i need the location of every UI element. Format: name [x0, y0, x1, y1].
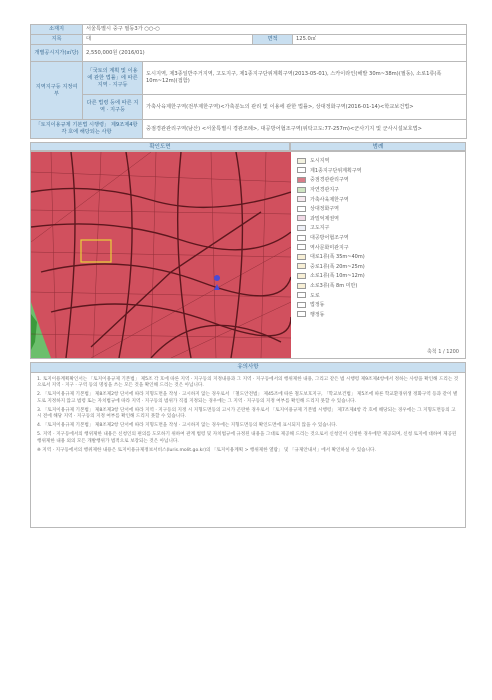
legend-item — [297, 194, 459, 204]
legend-item — [297, 252, 459, 262]
area-label: 면적 — [253, 35, 293, 45]
legend-label: 법정동 — [310, 302, 325, 309]
legend-label: 과밀억제권역 — [310, 215, 339, 222]
decree-label: 「토지이용규제 기본법 시행령」 제9조제4항 각 호에 해당되는 사항 — [31, 120, 143, 139]
land-price-label: 개별공시지가(㎡당) — [31, 45, 83, 62]
legend-item — [297, 300, 459, 310]
legend-item — [297, 185, 459, 195]
legend-swatch — [297, 196, 306, 202]
legend-title: 범례 — [290, 142, 466, 151]
land-info-table — [30, 24, 467, 139]
legend-label: 상대정화구역 — [310, 206, 339, 213]
legend-swatch — [297, 283, 306, 289]
legend-item — [297, 214, 459, 224]
legend-swatch — [297, 177, 306, 183]
legend-list — [297, 156, 459, 319]
location-label: 소재지 — [31, 25, 83, 35]
legend-item — [297, 310, 459, 320]
note-paragraph: 2. 「토지이용규제 기본법」 제8조제2항 단서에 따라 지형도면을 작성 · 고시하지 않는 경우로서 「철도안전법」 제45조에 따른 철도보호지구, 「학교보건법」 제5조에 따른 학교환경위생 정화구역 등과 같이 별도로 지정하지 않고 법령 또는 자치법규에 따라 지역 · 지구등의 범위가 직접 지정되는 경우에는 그 지역 · 지구등의 지정 여부를 확인해 드리지 못할 수 있습니다. — [37, 392, 458, 404]
area-value: 125.0㎡ — [293, 35, 467, 45]
cadastral-map[interactable] — [31, 152, 291, 358]
legend-swatch — [297, 158, 306, 164]
decree-value: 중점경관관리구역(남산) <서울특별시 경관조례>, 대공방어협조구역(위탁고도:77-257m)<군사기지 및 군사시설보호법> — [143, 120, 467, 139]
map-graphic — [31, 152, 291, 358]
map-title: 확인도면 — [30, 142, 290, 151]
legend-swatch — [297, 225, 306, 231]
legend-label: 행정동 — [310, 311, 325, 318]
legend-swatch — [297, 254, 306, 260]
legend-item — [297, 271, 459, 281]
legend-item — [297, 223, 459, 233]
legend-item — [297, 262, 459, 272]
legend-swatch — [297, 206, 306, 212]
legend-label: 자연경관지구 — [310, 187, 339, 194]
legend-swatch — [297, 263, 306, 269]
zoning-sub1-value: 도시지역, 제3종일반주거지역, 고도지구, 제1종지구단위계획구역(2013-05-01), 스카이라인(해발 30m~38m)(필동), 소로1류(폭 10m~12m)(접함) — [143, 62, 467, 95]
legend-item — [297, 156, 459, 166]
zoning-sub1-label: 「국토의 계획 및 이용에 관한 법률」에 따른 지역 · 지구등 — [83, 62, 143, 95]
legend-swatch — [297, 167, 306, 173]
map-scale: 축척 1 / 1200 — [426, 349, 459, 355]
land-category-label: 지목 — [31, 35, 83, 45]
note-paragraph: 1. 토지이용계획확인서는 「토지이용규제 기본법」 제5조 각 호에 따른 지역 · 지구등의 지정내용과 그 지역 · 지구등에서의 행위제한 내용, 그리고 같은 법 시행령 제9조제4항에서 정하는 사항을 확인해 드리는 것으로서 지역 · 지구 · 구역 등의 명칭을 쓰는 모든 것을 확인해 드리는 것은 아닙니다. — [37, 377, 459, 389]
legend-label: 대로1류(폭 35m~40m) — [310, 254, 365, 261]
legend-label: 제1종지구단위계획구역 — [310, 167, 362, 174]
zoning-label: 지역지구등 지정여부 — [31, 62, 83, 120]
zoning-sub2-value: 가축사육제한구역(전부제한구역)<가축분뇨의 관리 및 이용에 관한 법률>, 상대정화구역(2016-01-14)<학교보건법> — [143, 95, 467, 120]
location-value: 서울특별시 중구 필동3가 ○○-○ — [83, 25, 467, 35]
legend-item — [297, 281, 459, 291]
legend-item — [297, 175, 459, 185]
map-row — [30, 151, 466, 359]
legend-item — [297, 204, 459, 214]
legend-swatch — [297, 215, 306, 221]
legend-label: 소로1류(폭 10m~12m) — [310, 273, 365, 280]
map-section-header — [30, 142, 466, 151]
legend-swatch — [297, 244, 306, 250]
legend-item — [297, 242, 459, 252]
legend-swatch — [297, 273, 306, 279]
legend-swatch — [297, 292, 306, 298]
note-paragraph: 3. 「토지이용규제 기본법」 제8조제3항 단서에 따라 지역 · 지구등의 지정 시 지형도면등의 고시가 곤란한 경우로서 「토지이용규제 기본법 시행령」 제7조제4항 각 호에 해당되는 경우에는 그 지형도면등의 고시 전에 해당 지역 · 지구등의 지정 여부를 확인해 드리지 못할 수 있습니다. — [37, 407, 456, 420]
note-paragraph: 5. 지역 · 지구등에서의 행위제한 내용은 신청인의 편의를 도모하기 위하여 관계 법령 및 자치법규에 규정된 내용을 그대로 제공해 드리는 것으로서 신청인이 신청한 경우에만 제공되며, 신청 토지에 대하여 제공된 행위제한 내용 외의 모든 개발행위가 법적으로 보장되는 것은 아닙니다. — [37, 432, 457, 444]
legend-label: 도로 — [310, 292, 320, 299]
legend-label: 중점경관관리구역 — [310, 177, 349, 184]
legend-swatch — [297, 302, 306, 308]
legend-item — [297, 166, 459, 176]
legend-label: 소로3류(폭 8m 미만) — [310, 283, 358, 290]
legend-swatch — [297, 311, 306, 317]
legend-label: 고도지구 — [310, 225, 330, 232]
land-category-value: 대 — [83, 35, 253, 45]
notes-body — [30, 373, 466, 528]
legend-swatch — [297, 187, 306, 193]
note-paragraph: ※ 지역 · 지구등에서의 행위제한 내용은 토지이용규제정보서비스(luris.molit.go.kr)의 「토지이용계획 > 행위제한 열람」 및 「규제안내서」에서 확인하실 수 있습니다. — [37, 447, 376, 453]
legend-swatch — [297, 235, 306, 241]
legend-item — [297, 290, 459, 300]
legend-label: 중로1류(폭 20m~25m) — [310, 263, 365, 270]
zoning-sub2-label: 다른 법령 등에 따른 지역 · 지구등 — [83, 95, 143, 120]
legend-label: 대공방어협조구역 — [310, 235, 349, 242]
legend — [291, 152, 465, 358]
notes-title: 유의사항 — [30, 362, 466, 373]
document-page — [30, 24, 466, 528]
legend-label: 도시지역 — [310, 158, 330, 165]
legend-label: 가축사육제한구역 — [310, 196, 349, 203]
land-price-value: 2,550,000원 (2016/01) — [83, 45, 467, 62]
legend-label: 역사문화미관지구 — [310, 244, 349, 251]
legend-item — [297, 233, 459, 243]
note-paragraph: 4. 「토지이용규제 기본법」 제8조제2항 단서에 따라 지형도면을 작성 · 고시하지 않는 경우에는 지형도면등의 확인도면에 표시되지 않을 수 있습니다. — [37, 423, 338, 429]
